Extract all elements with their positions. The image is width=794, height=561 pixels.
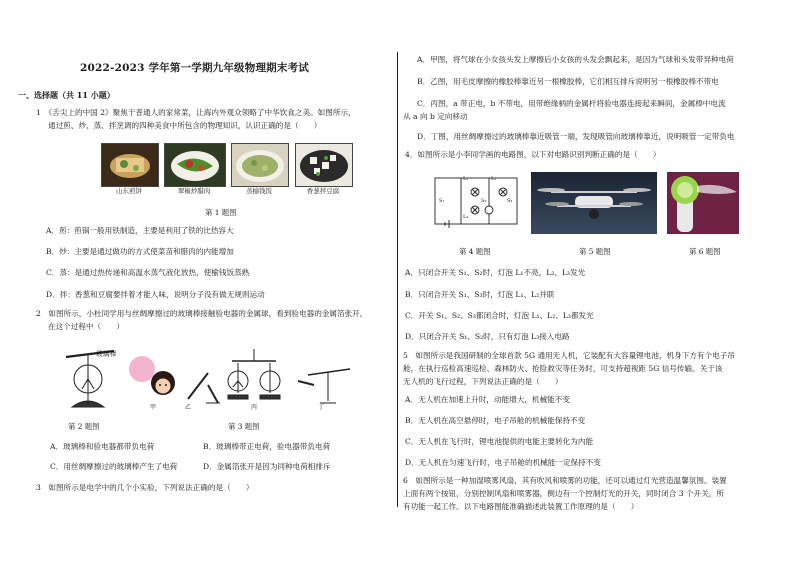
q3-option-c-wrap: 从 a 向 b 定向移动: [403, 112, 468, 121]
q6-stem-line2: 上面有两个按钮，分别控制风扇和喷雾器，侧边有一个控制灯光的开关，同时闭合 3 个开关，所: [403, 489, 724, 498]
q5-figure-caption: 第 5 题图: [579, 247, 611, 256]
girl-balloon-figure: [129, 356, 175, 395]
food-caption-1: 山东煎饼: [116, 187, 142, 195]
q5-option-d[interactable]: D．无人机在匀速飞行时，电子吊舱的机械能一定保持不变: [405, 458, 601, 467]
q2-stem-line1: 2 如图所示，小杜同学用与丝绸摩擦过的玻璃棒接触验电器的金属球，看到验电器的金属箔张开，: [36, 309, 368, 318]
q2-option-a[interactable]: A．玻璃棒和验电器都带负电荷: [50, 442, 155, 451]
q2-option-b[interactable]: B．玻璃棒带正电荷，验电器带负电荷: [203, 442, 331, 451]
q5-option-a[interactable]: A．无人机在加速上升时，动能增大，机械能不变: [405, 395, 570, 404]
sub-label-jia: 甲: [150, 404, 157, 411]
q2-option-c[interactable]: C．用丝绸摩擦过的玻璃棒产生了电荷: [50, 462, 178, 471]
q4-option-c[interactable]: C．开关 S₁、S₂、S₃都闭合时，灯泡 L₁、L₂、L₃都发光: [405, 311, 594, 320]
q3-option-a[interactable]: A．甲图，将气球在小女孩头发上摩擦后小女孩的头发会飘起来，是因为气球和头发带异种电荷: [417, 55, 734, 64]
q3-stem: 3 如图所示是电学中的几个小实验，下列说法正确的是（ ）: [36, 483, 254, 492]
circuit-label-s3: S₃: [507, 198, 513, 204]
q1-figure-caption: 第 1 题图: [205, 208, 237, 217]
food-caption-3: 蒸榆钱饭: [246, 187, 272, 195]
sub-label-yi: 乙: [185, 404, 192, 411]
q6-figure-caption: 第 6 题图: [689, 247, 721, 256]
q1-stem-line1: 1 《舌尖上的中国 2》聚焦于普通人的家常菜，让海内外观众领略了中华饮食之美。如图所示，: [36, 108, 356, 117]
sub-label-ding: 丁: [318, 404, 325, 411]
q6-stem-line3: 有功能一起工作。以下电路图能准确描述此装置工作原理的是（ ）: [403, 502, 639, 511]
q4-option-b[interactable]: B．只闭合开关 S₁、S₃时，灯泡 L₁、L₂并联: [405, 290, 555, 299]
q2-stem-line2: 在这个过程中（ ）: [48, 322, 124, 331]
q5-option-c[interactable]: C．无人机在飞行时，锂电池提供的电能主要转化为内能: [405, 437, 594, 446]
q1-option-c[interactable]: C．蒸：是通过热传递和高温水蒸气液化放热，使榆钱饭蒸熟: [46, 268, 250, 277]
q3-option-c[interactable]: C．丙图，a 带正电，b 不带电，用带绝缘柄的金属杆将验电器连接起来瞬间，金属棒中电流: [417, 99, 726, 108]
q5-option-b[interactable]: B．无人机在高空悬停时，电子吊舱的机械能保持不变: [405, 416, 586, 425]
food-photo-1: [101, 143, 159, 187]
right-column: [399, 0, 794, 561]
q2-option-d[interactable]: D．金属箔张开是因为同种电荷相排斥: [203, 462, 331, 471]
q3-option-b[interactable]: B．乙图，用毛皮摩擦的橡胶棒靠近另一根橡胶棒，它们相互排斥说明另一根橡胶棒不带电: [417, 77, 719, 86]
circuit-label-l3: L₃: [463, 214, 469, 220]
exam-title: 2022-2023 学年第一学期九年级物理期末考试: [80, 62, 309, 74]
q4-stem: 4．如图所示是小李同学画的电路图，以下对电路识别判断正确的是（ ）: [405, 150, 661, 159]
food-caption-4: 香葱拌豆腐: [306, 187, 340, 195]
circuit-label-l1: L₁: [463, 176, 469, 182]
food-photo-2: [164, 143, 226, 187]
column-divider: [397, 52, 398, 507]
q4-figure-caption: 第 4 题图: [459, 247, 491, 256]
drone-photo: [531, 172, 657, 234]
humidifier-fan-photo: [667, 172, 739, 234]
q3-figure-caption: 第 3 题图: [228, 422, 260, 431]
food-caption-2: 翠椒炒腊肉: [177, 187, 211, 195]
circuit-label-s2: S₂: [481, 198, 487, 204]
food-photo-4: [295, 143, 353, 187]
circuit-label-l2: L₂: [491, 176, 497, 182]
circuit-label-s1: S₁: [439, 198, 445, 204]
q2-figure-caption: 第 2 题图: [68, 422, 100, 431]
q1-stem-line2: 通过煎、炒、蒸、拌烹调的四种美食中所包含的物理知识，认识正确的是（ ）: [48, 121, 322, 130]
q1-option-b[interactable]: B．炒：主要是通过做功的方式使菜苗和腊肉的内能增加: [46, 247, 234, 256]
electroscope-figure: [66, 350, 117, 407]
q4-option-d[interactable]: D．只闭合开关 S₁、S₂时，只有灯泡 L₃接入电路: [405, 332, 570, 341]
q3-option-d[interactable]: D．丁图，用丝绸摩擦过的玻璃棒靠近吸管一端，发现吸管向玻璃棒靠近，说明吸管一定带负电: [417, 132, 735, 141]
q1-option-a[interactable]: A．煎：煎锅一般用铁制造，主要是利用了铁的比热容大: [46, 226, 234, 235]
q6-stem-line1: 6 如图所示是一种加湿喷雾风扇，其有吹风和喷雾的功能，还可以通过灯光营造温馨氛围。装置: [403, 476, 727, 485]
section-heading: 一、选择题（共 11 小题）: [18, 90, 115, 100]
sub-label-bing: 丙: [251, 404, 258, 411]
food-photo-3: [231, 143, 289, 187]
glass-rod-label: 玻璃棒: [96, 350, 117, 358]
q5-stem-line1: 5 如图所示是我国研制的全球首款 5G 通用无人机，它装配有大容量锂电池，机身下方有个电子吊: [403, 351, 735, 360]
q1-option-d[interactable]: D．拌：香葱和豆腐要拌着才能入味，说明分子没有做无规则运动: [46, 290, 265, 299]
q4-option-a[interactable]: A．只闭合开关 S₁、S₂时，灯泡 L₁不亮，L₂、L₃发光: [405, 268, 586, 277]
q5-stem-line2: 舱，在执行巡检高速巡检、森林防火、抢险救灾等任务时，可支持超视距 5G 信号传输。关于该: [403, 364, 723, 373]
q5-stem-line3: 无人机的飞行过程，下列说法正确的是（ ）: [403, 377, 563, 386]
